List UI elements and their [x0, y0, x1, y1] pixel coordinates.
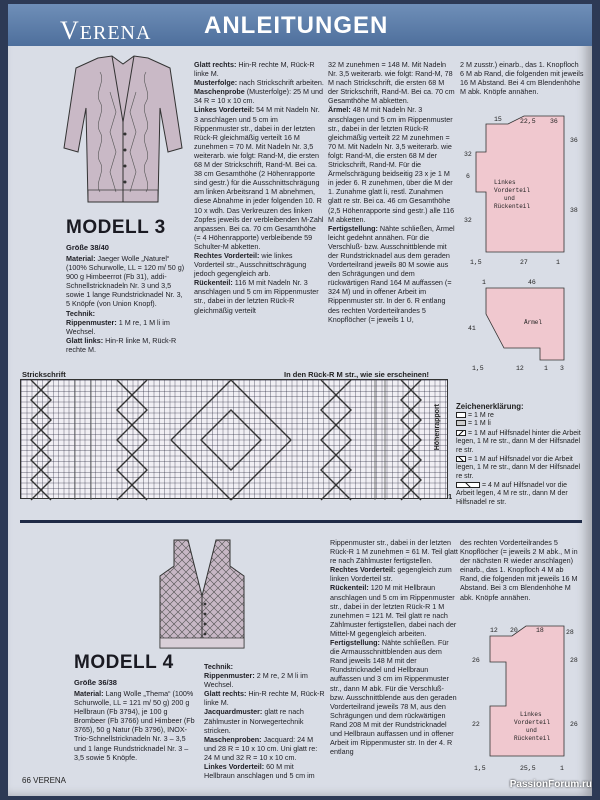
front-dim-top-3: 36 — [550, 118, 558, 125]
modell-3-paragraph — [328, 60, 456, 105]
modell-4-text: Lang Wolle „Thema“ (100% Schurwolle, LL = 121 m/ 50 g) 200 g Hellbraun (Fb 3794), je 100 g Brombeer (Fb 3766) und Himbeer (Fb 3765), 50 g Natur (Fb 3796), INOX-Trio-Schnellstricknadeln Nr. 3 – 3,5 und 1 lange Rundstricknadel Nr. 3 – 3,5 sowie 5 Knöpfe. — [74, 689, 195, 762]
vest-dim-bottom-3: 1 — [560, 765, 564, 772]
modell-4-text: Rippenmuster str., dabei in der letzten Rück-R 1 M zunehmen = 61 M. Teil glatt re nach Zählmuster fertigstellen. — [330, 538, 458, 566]
legend-item-3 — [456, 430, 586, 455]
legend-text-5: = 4 M auf Hilfsnadel vor die Arbeit legen, 4 M re str., dann M der Hilfsnadel re str. — [456, 482, 568, 506]
modell-4-heading: Maschenproben: — [204, 734, 262, 744]
modell-4-paragraph — [330, 638, 458, 756]
legend-title: Zeichenerklärung: — [456, 402, 524, 411]
modell-3-text: Hin-R linke M, Rück-R rechte M. — [66, 335, 177, 354]
sleeve-label: Ärmel — [524, 319, 543, 326]
modell-4-heading: Rechtes Vorderteil: — [330, 565, 396, 575]
vest-dim-left-1: 26 — [472, 657, 480, 664]
vest-label-1: Linkes — [520, 711, 542, 718]
modell-3-text: Jaeger Wolle „Naturel“ (100% Schurwolle, LL = 120 m/ 50 g) 900 g Himbeerrot (Fb 31), addi-Schnellstricknadeln Nr. 3 und 3,5 sowie 1 lange Rundstricknadel Nr. 3, 5 Knöpfe (von Union Knopf). — [66, 254, 185, 309]
modell-3-text: 2 M zusstr.) einarb., das 1. Knopfloch 6 M ab Rand, die folgenden mit jeweils 16 M Abstand. Bei 4 cm Blendenhöhe M abk. Knöpfe annähen. — [460, 60, 584, 97]
front-dim-left-2: 6 — [466, 173, 470, 180]
vest-label-2: Vorderteil — [514, 719, 551, 726]
modell-3-paragraph — [328, 105, 456, 223]
modell-3-paragraph — [194, 78, 324, 87]
modell-3-text: Hin-R rechte M, Rück-R linke M. — [194, 60, 315, 79]
modell-4-text: Nähte schließen. Für die Armausschnittblenden aus dem Rand jeweils 148 M mit der Rundstricknadel und Hellbraun auffassen und 3 cm im Rippenmuster str., dann M abk. Für die Verschluß- bzw. Ausschnittblende aus den geraden Vorderteilrand jeweils 78 M, aus den Schrägungen und dem rückwärtigen Rand 208 M mit der Rundstricknadel und Hellbraun auffassen und in offener Arbeit im Rippenmuster str. In der 4. R entlang — [330, 638, 457, 757]
modell-3-heading: Technik: — [66, 308, 96, 318]
modell-3-heading: Glatt links: — [66, 335, 104, 345]
chart-title: Strickschrift — [22, 370, 66, 379]
vest-schematic — [466, 622, 584, 778]
modell-4-heading: Linkes Vorderteil: — [204, 762, 265, 772]
modell-4-paragraph — [330, 583, 458, 638]
modell-3-text: Nähte schließen, Ärmel leicht gedehnt annähen. Für die Verschluß- bzw. Ausschnittblende mit der Rundstricknadel aus dem geraden Vorderteilrand jeweils 80 M sowie aus den Schrägungen und dem rückwärtigen Rand 164 M auffassen (= 324 M) und in offener Arbeit im Rippenmuster str. In der 6. R entlang des rechten Vorderteilrandes 5 Knopflöcher (= jeweils 1 U, — [328, 223, 455, 324]
watermark: PassionForum.ru — [509, 779, 592, 790]
cross-front-symbol-icon — [456, 456, 466, 462]
vest-dim-top-3: 18 — [536, 627, 544, 634]
modell-4-paragraph — [460, 538, 584, 602]
legend-item-2 — [456, 420, 586, 428]
modell-3-paragraph — [194, 278, 324, 314]
modell-3-heading: Rechtes Vorderteil: — [194, 250, 260, 260]
modell-3-paragraph — [66, 336, 186, 354]
vest-illustration — [154, 536, 250, 656]
modell-4-heading: Rückenteil: — [330, 583, 369, 593]
front-label-4: Rückenteil — [494, 203, 531, 210]
modell-4-text: Jacquard: 24 M und 28 R = 10 x 10 cm. Uni glatt re: 24 M und 32 R = 10 x 10 cm. — [204, 734, 318, 762]
modell-3-col1 — [66, 254, 186, 364]
modell-3-paragraph — [66, 309, 186, 318]
modell-4-text: gegengleich zum linken Vorderteil str. — [330, 565, 452, 584]
modell-4-paragraph — [204, 689, 326, 707]
front-back-schematic — [464, 112, 584, 270]
chart-note: In den Rück-R M str., wie sie erscheinen! — [284, 370, 430, 379]
modell-4-paragraph — [74, 689, 198, 762]
sleeve-dim-bottom-2: 12 — [516, 365, 524, 372]
modell-3-col4 — [460, 60, 584, 110]
modell-3-text: 116 M mit Nadeln Nr. 3 anschlagen und 5 cm im Rippenmuster str., dabei in der letzten Rück-R gleichmäßig verteilt — [194, 278, 319, 315]
sleeve-dim-bottom-3: 1 — [544, 365, 548, 372]
modell-3-text: 54 M mit Nadeln Nr. 3 anschlagen und 5 cm im Rippenmuster str., dabei in der letzten Rück-R gleichmäßig verteilt 16 M zunehmen = 70 M. Mit Nadeln Nr. 3,5 weiterarb. wie folgt: Rand-M, die ersten 68 M der Strickschrift, Rand-M. Bei ca. 38 cm Gesamthöhe (2 Höhenrapporte sind gestr.) für die Ausschnittschrägung am linken Arbeitsrand 1 M abnehmen, diese Abnahme in jeder folgenden 10. R 10 x wdh. Das Verkreuzen des linken Zopfes jeweils der verbleibenden M-Zahl anpassen. Bei ca. 70 cm Gesamthöhe (= 4 Höhenrapporte) verbleibende 59 Schulter-M abketten. — [194, 105, 324, 251]
modell-4-heading: Fertigstellung: — [330, 638, 380, 648]
magazine-page — [8, 4, 592, 796]
sleeve-dim-top-2: 46 — [528, 279, 536, 286]
front-dim-top-1: 15 — [494, 116, 502, 123]
front-label-1: Linkes — [494, 179, 516, 186]
sleeve-dim-left-1: 41 — [468, 325, 476, 332]
modell-4-text: glatt re nach Zählmuster in Norwegertechnik stricken. — [204, 707, 304, 735]
legend-item-4 — [456, 456, 586, 481]
modell-3-text: 32 M zunehmen = 148 M. Mit Nadeln Nr. 3,5 weiterarb. wie folgt: Rand-M, 78 M nach Strickschrift, die ersten 68 M der Strickschrift, Rand-M. Bei ca. 70 cm Gesamthöhe M abketten. — [328, 60, 455, 106]
page-header — [8, 4, 592, 46]
legend-text-2: = 1 M li — [468, 420, 491, 427]
brand-rest: ERENA — [79, 22, 152, 44]
brand-logo: VERENA — [60, 16, 152, 45]
sleeve-schematic — [464, 274, 584, 376]
front-label-2: Vorderteil — [494, 187, 531, 194]
modell-4-text: 60 M mit Hellbraun anschlagen und 5 cm im — [204, 762, 315, 781]
chart-rapport-label: Höhenrapport — [434, 404, 441, 451]
front-dim-right-1: 36 — [570, 137, 578, 144]
modell-3-title: MODELL 3 — [66, 217, 166, 238]
modell-3-paragraph — [194, 87, 324, 105]
section-divider — [20, 520, 582, 523]
modell-3-col2 — [194, 60, 324, 376]
front-dim-right-2: 38 — [570, 207, 578, 214]
modell-3-paragraph — [66, 254, 186, 309]
modell-3-heading: Material: — [66, 254, 96, 263]
legend-text-1: = 1 M re — [468, 412, 494, 419]
front-dim-bottom-1: 1,5 — [470, 259, 482, 266]
modell-4-heading: Rippenmuster: — [204, 671, 255, 681]
modell-4-heading: Jacquardmuster: — [204, 707, 263, 717]
modell-4-heading: Glatt rechts: — [204, 689, 247, 699]
modell-4-col1 — [74, 689, 198, 769]
modell-3-text: (Musterfolge): 25 M und 34 R = 10 x 10 cm. — [194, 87, 324, 106]
modell-3-paragraph — [194, 105, 324, 251]
cable-4-symbol-icon — [456, 482, 480, 488]
modell-3-heading: Linkes Vorderteil: — [194, 105, 255, 115]
modell-3-heading: Maschenprobe — [194, 87, 245, 97]
legend-item-5 — [456, 482, 586, 507]
page-footer: 66 VERENA — [22, 776, 67, 785]
modell-3-size: Größe 38/40 — [66, 243, 109, 252]
front-dim-left-3: 32 — [464, 217, 472, 224]
vest-dim-top-4: 28 — [566, 629, 574, 636]
modell-4-paragraph — [330, 538, 458, 565]
vest-dim-bottom-2: 25,5 — [520, 765, 536, 772]
chart-cables — [21, 380, 449, 500]
modell-3-text: wie linkes Vorderteil str., Ausschnittschrägung jedoch gegengleich arb. — [194, 250, 307, 279]
section-title: ANLEITUNGEN — [204, 12, 389, 39]
modell-3-heading: Fertigstellung: — [328, 223, 378, 233]
modell-4-heading: Technik: — [204, 662, 234, 671]
modell-4-paragraph — [204, 707, 326, 734]
modell-3-paragraph — [328, 224, 456, 324]
modell-3-paragraph — [194, 251, 324, 278]
sleeve-dim-top-1: 1 — [482, 279, 486, 286]
vest-dim-top-1: 12 — [490, 627, 498, 634]
front-dim-top-2: 22,5 — [520, 118, 536, 125]
knit-symbol-icon — [456, 412, 466, 418]
vest-label-4: Rückenteil — [514, 735, 551, 742]
modell-3-text: nach Strickschrift arbeiten. — [237, 78, 324, 88]
vest-dim-top-2: 20 — [510, 627, 518, 634]
modell-4-col2 — [204, 662, 326, 781]
modell-3-heading: Musterfolge: — [194, 78, 238, 88]
modell-3-heading: Ärmel: — [328, 105, 351, 115]
modell-4-paragraph — [330, 565, 458, 583]
modell-4-text: Hin-R rechte M, Rück-R linke M. — [204, 689, 325, 708]
modell-3-heading: Glatt rechts: — [194, 60, 237, 69]
modell-4-text: 2 M re, 2 M li im Wechsel. — [204, 671, 308, 690]
modell-4-paragraph — [204, 662, 326, 671]
modell-3-paragraph — [194, 60, 324, 78]
sleeve-dim-bottom-1: 1,5 — [472, 365, 484, 372]
modell-3-col3 — [328, 60, 456, 376]
vest-dim-left-2: 22 — [472, 721, 480, 728]
modell-3-text: 48 M mit Nadeln Nr. 3 anschlagen und 5 cm im Rippenmuster str., dabei in der letzten Rück-R gleichmäßig verteilt 22 M zunehmen = 70 M. Mit Nadeln Nr. 3,5 weiterarb. wie folgt: Rand-M, die ersten 68 M der Strickschrift, Rand-M. Für die Ärmelschrägung beidseitig 23 x je 1 M in jeder 6. R zunehmen, über die M der 1. Zunahme glatt li, restl. Zunahmen glatt re str. Bei ca. 46 cm Gesamthöhe (2,5 Höhenrapporte sind gestr.) alle 116 M abketten. — [328, 105, 455, 224]
modell-4-col4 — [460, 538, 584, 620]
chart-row-start: 1 — [448, 492, 453, 501]
vest-label-3: und — [526, 727, 537, 734]
modell-4-title: MODELL 4 — [74, 652, 174, 673]
modell-4-size: Größe 36/38 — [74, 678, 117, 687]
modell-4-heading: Material: — [74, 689, 104, 698]
legend-text-3: = 1 M auf Hilfsnadel hinter die Arbeit legen, 1 M re str., dann M der Hilfsnadel re str. — [456, 430, 581, 454]
legend-text-4: = 1 M auf Hilfsnadel vor die Arbeit legen, 1 M re str., dann M der Hilfsnadel re str. — [456, 456, 581, 480]
purl-symbol-icon — [456, 420, 466, 426]
cross-back-symbol-icon — [456, 430, 466, 436]
modell-3-text: 1 M re, 1 M li im Wechsel. — [66, 317, 170, 336]
front-dim-bottom-3: 1 — [556, 259, 560, 266]
front-dim-left-1: 32 — [464, 151, 472, 158]
cardigan-illustration — [58, 52, 188, 212]
modell-4-text: des rechten Vorderteilrandes 5 Knopflöcher (= jeweils 2 M abk., M in der nächsten R wieder anschlagen) einarb., das 1. Knopfloch 4 M ab Rand, die folgenden mit jeweils 16 M Abstand. Bei 3 cm Blendenhöhe M abk. Knöpfe annähen. — [460, 538, 578, 602]
vest-dim-bottom-1: 1,5 — [474, 765, 486, 772]
front-dim-bottom-2: 27 — [520, 259, 528, 266]
knitting-chart — [20, 379, 448, 499]
vest-dim-right-2: 26 — [570, 721, 578, 728]
modell-4-col3 — [330, 538, 458, 774]
modell-3-heading: Rückenteil: — [194, 278, 233, 288]
modell-4-paragraph — [204, 671, 326, 689]
modell-3-paragraph — [460, 60, 584, 96]
modell-3-heading: Rippenmuster: — [66, 317, 117, 327]
modell-4-paragraph — [204, 762, 326, 780]
modell-4-text: 120 M mit Hellbraun anschlagen und 5 cm im Rippenmuster str., dabei in der letzten Rück-R 1 M zunehmen = 121 M. Teil glatt re nach Zählmuster fertigstellen, dabei nach der Mittel-M gegengleich arbeiten. — [330, 583, 457, 638]
modell-4-paragraph — [204, 735, 326, 762]
modell-3-paragraph — [66, 318, 186, 336]
sleeve-dim-bottom-4: 3 — [560, 365, 564, 372]
vest-dim-right-1: 28 — [570, 657, 578, 664]
front-label-3: und — [504, 195, 515, 202]
